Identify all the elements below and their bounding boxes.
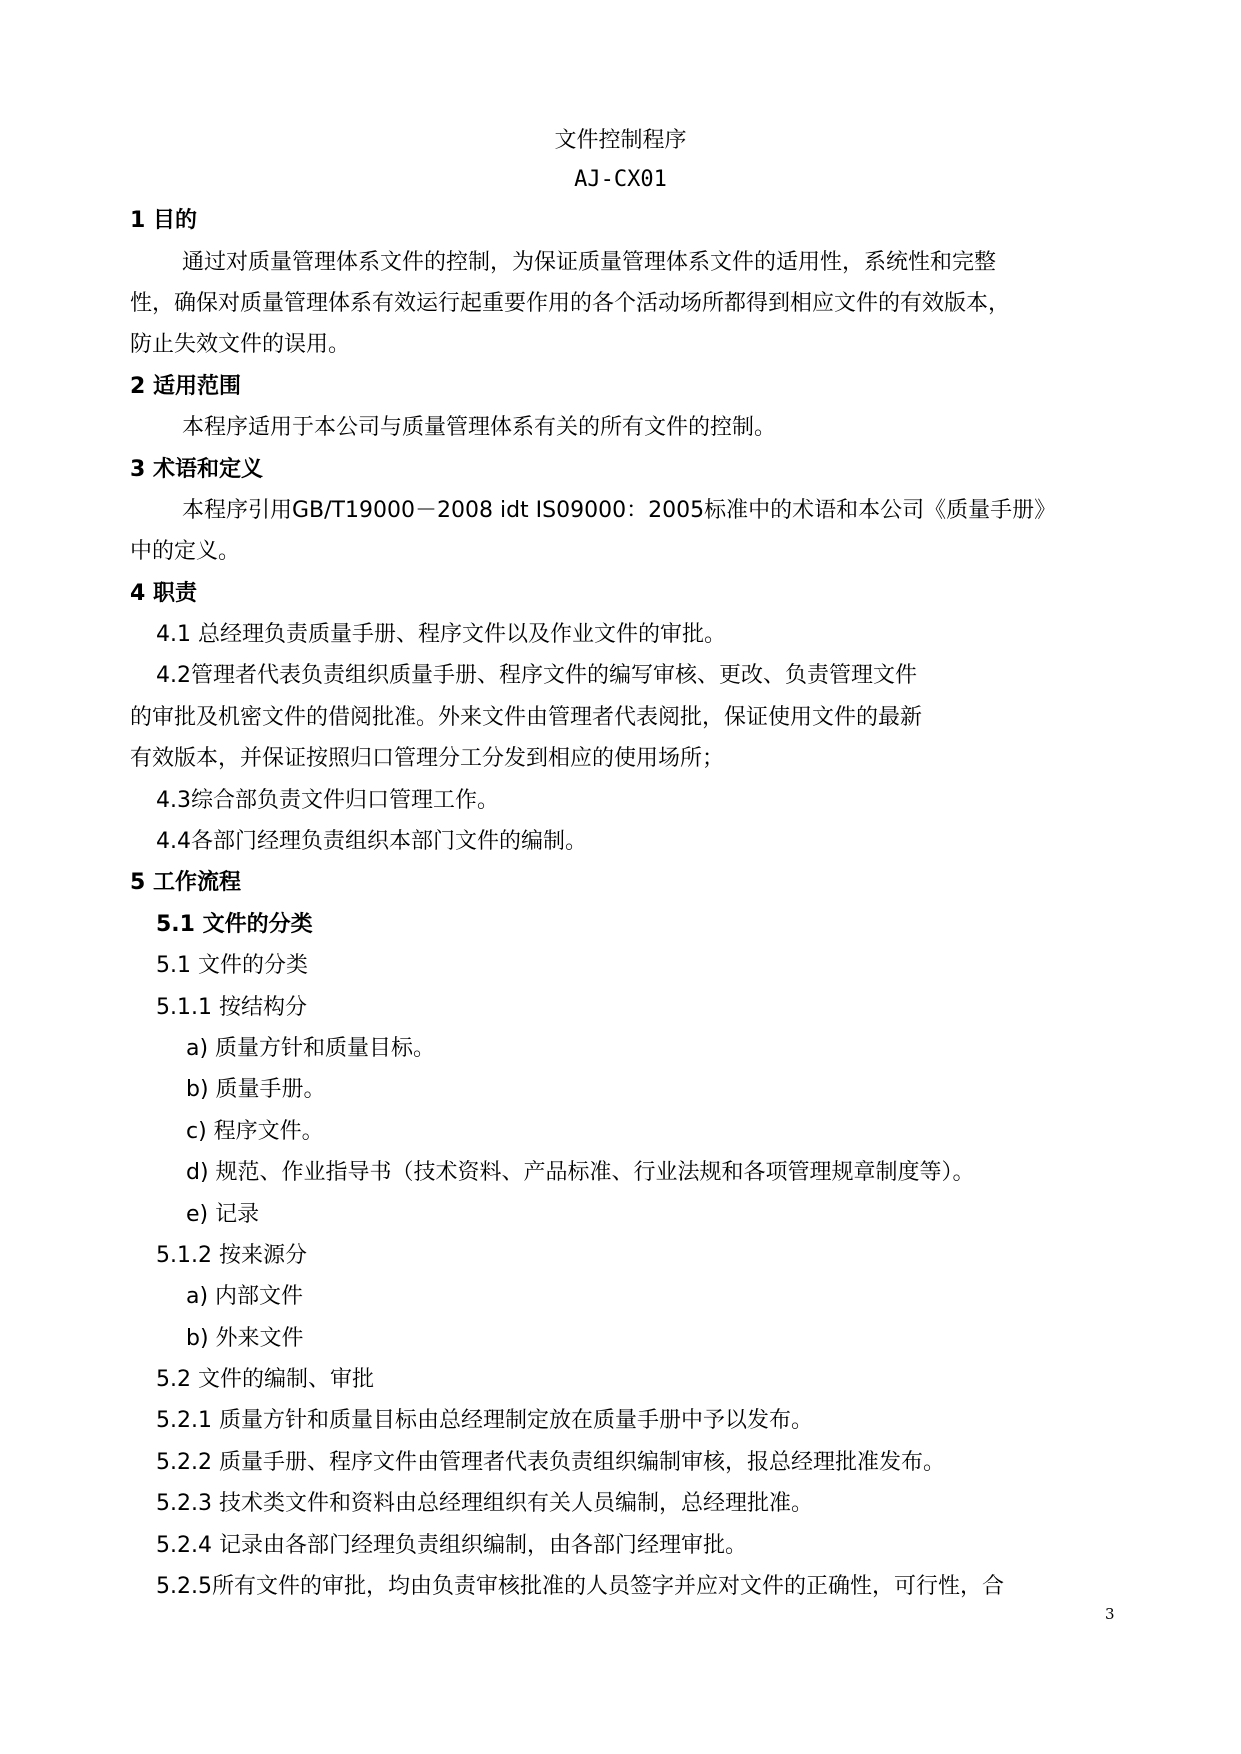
paragraph-line: 5.2.3 技术类文件和资料由总经理组织有关人员编制，总经理批准。 xyxy=(156,1491,813,1516)
list-item: a) 质量方针和质量目标。 xyxy=(186,1036,436,1061)
paragraph-line: 5.2.4 记录由各部门经理负责组织编制，由各部门经理审批。 xyxy=(156,1533,747,1558)
paragraph-line: 通过对质量管理体系文件的控制，为保证质量管理体系文件的适用性，系统性和完整 xyxy=(182,250,997,275)
document-title: 文件控制程序 xyxy=(554,128,687,153)
page-number: 3 xyxy=(1105,1605,1115,1623)
paragraph-line: 4.4各部门经理负责组织本部门文件的编制。 xyxy=(156,829,587,854)
paragraph-line: 性，确保对质量管理体系有效运行起重要作用的各个活动场所都得到相应文件的有效版本， xyxy=(130,291,1011,316)
paragraph-line: 5.1.1 按结构分 xyxy=(156,995,307,1020)
paragraph-line: 5.1.2 按来源分 xyxy=(156,1243,307,1268)
paragraph-line: 5.2.1 质量方针和质量目标由总经理制定放在质量手册中予以发布。 xyxy=(156,1408,813,1433)
document-code: AJ-CX01 xyxy=(574,167,667,192)
section-heading: 1 目的 xyxy=(130,208,197,233)
paragraph-line: 本程序引用GB/T19000－2008 idt IS09000：2005标准中的术语和本公司《质量手册》 xyxy=(182,498,1057,523)
paragraph-line: 4.1 总经理负责质量手册、程序文件以及作业文件的审批。 xyxy=(156,622,726,647)
paragraph-line: 有效版本，并保证按照归口管理分工分发到相应的使用场所； xyxy=(130,746,725,771)
list-item: b) 质量手册。 xyxy=(186,1077,326,1102)
paragraph-line: 中的定义。 xyxy=(130,539,241,564)
paragraph-line: 4.2管理者代表负责组织质量手册、程序文件的编写审核、更改、负责管理文件 xyxy=(156,663,917,688)
paragraph-line: 5.2.2 质量手册、程序文件由管理者代表负责组织编制审核，报总经理批准发布。 xyxy=(156,1450,945,1475)
paragraph-line: 5.2.5所有文件的审批，均由负责审核批准的人员签字并应对文件的正确性，可行性，合 xyxy=(156,1574,1004,1599)
section-heading: 3 术语和定义 xyxy=(130,457,263,482)
section-heading: 2 适用范围 xyxy=(130,374,241,399)
paragraph-line: 4.3综合部负责文件归口管理工作。 xyxy=(156,788,499,813)
list-item: a) 内部文件 xyxy=(186,1284,304,1309)
section-heading: 4 职责 xyxy=(130,581,197,606)
paragraph-line: 本程序适用于本公司与质量管理体系有关的所有文件的控制。 xyxy=(182,415,777,440)
list-item: b) 外来文件 xyxy=(186,1326,304,1351)
section-heading: 5 工作流程 xyxy=(130,870,241,895)
paragraph-line: 防止失效文件的误用。 xyxy=(130,332,351,357)
paragraph-line: 的审批及机密文件的借阅批准。外来文件由管理者代表阅批，保证使用文件的最新 xyxy=(130,705,923,730)
paragraph-line: 5.2 文件的编制、审批 xyxy=(156,1367,374,1392)
paragraph-line: 5.1 文件的分类 xyxy=(156,953,308,978)
list-item: c) 程序文件。 xyxy=(186,1119,324,1144)
list-item: d) 规范、作业指导书（技术资料、产品标准、行业法规和各项管理规章制度等）。 xyxy=(186,1160,975,1185)
list-item: e) 记录 xyxy=(186,1202,260,1227)
subsection-heading: 5.1 文件的分类 xyxy=(156,912,313,937)
